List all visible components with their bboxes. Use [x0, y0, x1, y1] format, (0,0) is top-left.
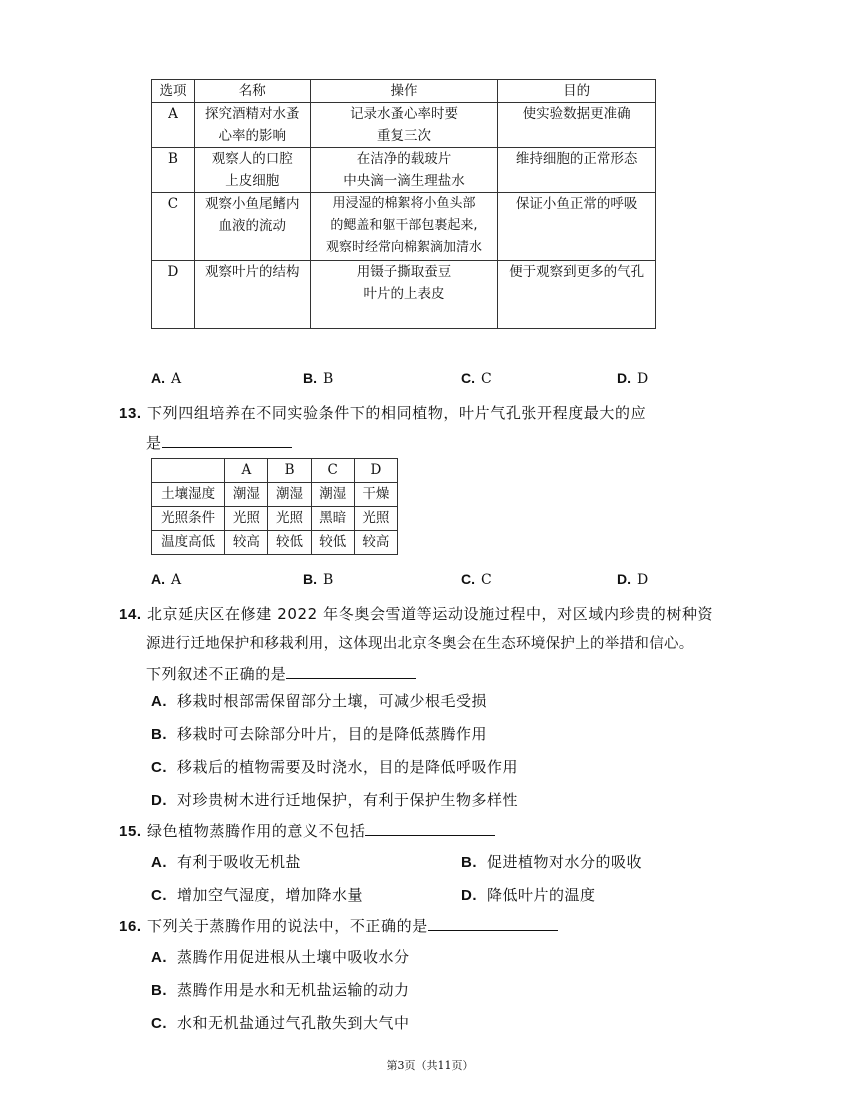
q15-choice-c[interactable] [151, 884, 363, 905]
stem-line: 下列四组培养在不同实验条件下的相同植物，叶片气孔张开程度最大的应 [147, 404, 647, 422]
q16-choice-a[interactable] [151, 946, 410, 967]
answer-blank[interactable] [162, 431, 292, 448]
table-row [152, 103, 656, 148]
stem-line: 源进行迁地保护和移栽利用，这体现出北京冬奥会在生态环境保护上的举措和信心。 [146, 636, 694, 652]
header-cell: 目的 [498, 80, 656, 103]
cell-line: 中央滴一滴生理盐水 [343, 173, 465, 189]
cell-line: 维持细胞的正常形态 [515, 151, 638, 167]
q12-option-c[interactable] [461, 370, 492, 387]
choice-text: 对珍贵树木进行迁地保护，有利于保护生物多样性 [177, 791, 519, 809]
stem-line: 下列叙述不正确的是 [146, 665, 287, 683]
choice-key: D. [151, 792, 167, 809]
table-row [152, 193, 656, 261]
choice-text: 移栽时根部需保留部分土壤，可减少根毛受损 [177, 692, 488, 710]
cell-line: 观察叶片的结构 [205, 264, 300, 280]
q14-choice-d[interactable] [151, 789, 518, 810]
q13-option-d[interactable] [617, 571, 648, 588]
table-cell: 干燥 [354, 483, 397, 507]
goal-cell [498, 148, 656, 193]
q14-choice-c[interactable] [151, 756, 518, 777]
table-cell: 较高 [354, 531, 397, 555]
table-cell: 光照 [354, 507, 397, 531]
option-key: A. [151, 370, 165, 386]
header-cell: D [354, 459, 397, 483]
q13-stem [119, 397, 839, 430]
header-cell: B [268, 459, 311, 483]
choice-key: C. [151, 1015, 167, 1032]
cell-line: 使实验数据更准确 [522, 106, 631, 122]
choice-text: 移栽后的植物需要及时浇水，目的是降低呼吸作用 [177, 758, 519, 776]
cell-line: 在洁净的载玻片 [356, 151, 452, 167]
stem-line: 下列关于蒸腾作用的说法中，不正确的是 [147, 917, 428, 935]
name-cell [194, 261, 310, 329]
conditions-table [151, 458, 398, 555]
question-number: 13. [119, 405, 142, 422]
header-cell: 操作 [310, 80, 498, 103]
table-header-row [152, 80, 656, 103]
option-key: B. [303, 370, 317, 386]
answer-blank[interactable] [428, 914, 558, 931]
table-cell: 较高 [225, 531, 268, 555]
q16-choice-c[interactable] [151, 1012, 410, 1033]
choice-text: 水和无机盐通过气孔散失到大气中 [177, 1014, 410, 1032]
option-key: D. [617, 370, 631, 386]
q15-choice-a[interactable] [151, 851, 301, 872]
table-cell: 较低 [311, 531, 354, 555]
q14-stem [119, 598, 849, 631]
table-cell: 黑暗 [311, 507, 354, 531]
cell-line: 观察人的口腔 [211, 151, 293, 167]
option-key: A. [151, 571, 165, 587]
q14-stem-line2 [146, 628, 856, 660]
cell-line: 记录水蚤心率时要 [349, 106, 458, 122]
option-cell: A [152, 103, 195, 148]
option-value: C [481, 572, 492, 588]
choice-key: C. [151, 887, 167, 904]
q15-stem [119, 815, 495, 848]
table-row [152, 148, 656, 193]
cell-line: 便于观察到更多的气孔 [509, 264, 645, 280]
stem-line: 绿色植物蒸腾作用的意义不包括 [147, 822, 366, 840]
choice-text: 促进植物对水分的吸收 [487, 853, 643, 871]
question-number: 15. [119, 823, 142, 840]
operation-cell [310, 103, 498, 148]
choice-key: B. [151, 726, 167, 743]
header-cell: 名称 [194, 80, 310, 103]
name-cell [194, 193, 310, 261]
header-cell: A [225, 459, 268, 483]
table-header-row [152, 459, 398, 483]
choice-text: 增加空气湿度，增加降水量 [177, 886, 364, 904]
q14-choice-a[interactable] [151, 690, 487, 711]
cell-line: 血液的流动 [218, 218, 287, 234]
q16-choice-b[interactable] [151, 979, 410, 1000]
table-cell: 光照 [268, 507, 311, 531]
choice-key: A. [151, 693, 167, 710]
experiment-table [151, 79, 656, 329]
stem-line: 是 [146, 434, 162, 452]
table-row [152, 483, 398, 507]
q12-option-a[interactable] [151, 370, 181, 387]
table-cell: 光照条件 [152, 507, 225, 531]
answer-blank[interactable] [286, 662, 416, 679]
option-value: B [323, 572, 334, 588]
option-cell: D [152, 261, 195, 329]
choice-text: 降低叶片的温度 [487, 886, 596, 904]
page-footer: 第3页（共11页） [386, 1059, 474, 1072]
table-row [152, 531, 398, 555]
table-cell: 潮湿 [268, 483, 311, 507]
goal-cell [498, 193, 656, 261]
option-value: D [637, 371, 649, 387]
cell-line: 观察小鱼尾鳍内 [205, 196, 300, 212]
header-cell: C [311, 459, 354, 483]
table-cell: 潮湿 [311, 483, 354, 507]
operation-cell [310, 261, 498, 329]
option-key: B. [303, 571, 317, 587]
choice-text: 蒸腾作用促进根从土壤中吸收水分 [177, 948, 410, 966]
answer-blank[interactable] [365, 819, 495, 836]
choice-key: B. [151, 982, 167, 999]
cell-line: 用镊子撕取蚕豆 [356, 264, 452, 280]
cell-line: 上皮细胞 [225, 173, 280, 189]
option-value: D [637, 572, 649, 588]
choice-key: C. [151, 759, 167, 776]
stem-line: 北京延庆区在修建 2022 年冬奥会雪道等运动设施过程中，对区域内珍贵的树种资 [147, 605, 714, 623]
cell-line: 保证小鱼正常的呼吸 [515, 196, 638, 212]
name-cell [194, 103, 310, 148]
q13-option-b[interactable] [303, 571, 333, 588]
cell-line: 用浸湿的棉絮将小鱼头部 [332, 196, 476, 211]
q12-option-b[interactable] [303, 370, 333, 387]
operation-cell [310, 148, 498, 193]
table-cell: 光照 [225, 507, 268, 531]
header-cell: 选项 [152, 80, 195, 103]
choice-text: 移栽时可去除部分叶片，目的是降低蒸腾作用 [177, 725, 488, 743]
q13-option-a[interactable] [151, 571, 181, 588]
goal-cell [498, 261, 656, 329]
q14-choice-b[interactable] [151, 723, 487, 744]
question-number: 14. [119, 606, 142, 623]
q13-stem-line2 [146, 427, 292, 459]
choice-key: D. [461, 887, 477, 904]
option-key: D. [617, 571, 631, 587]
cell-line: 心率的影响 [218, 128, 287, 144]
goal-cell [498, 103, 656, 148]
cell-line: 叶片的上表皮 [363, 286, 445, 302]
cell-line: 的鳃盖和躯干部包裹起来, [330, 218, 478, 233]
option-key: C. [461, 571, 475, 587]
table-cell: 较低 [268, 531, 311, 555]
q15-choice-b[interactable] [461, 851, 642, 872]
cell-line: 探究酒精对水蚤 [205, 106, 300, 122]
q12-option-d[interactable] [617, 370, 648, 387]
table-cell: 温度高低 [152, 531, 225, 555]
option-cell: C [152, 193, 195, 261]
cell-line: 重复三次 [376, 128, 431, 144]
option-value: A [171, 371, 182, 387]
option-value: B [323, 371, 334, 387]
table-row [152, 261, 656, 329]
header-cell [152, 459, 225, 483]
operation-cell [310, 193, 498, 261]
cell-line: 观察时经常向棉絮滴加清水 [325, 240, 482, 255]
choice-key: B. [461, 854, 477, 871]
question-number: 16. [119, 918, 142, 935]
q15-choice-d[interactable] [461, 884, 596, 905]
option-value: A [171, 572, 182, 588]
table-cell: 土壤湿度 [152, 483, 225, 507]
option-key: C. [461, 370, 475, 386]
table-cell: 潮湿 [225, 483, 268, 507]
option-cell: B [152, 148, 195, 193]
q14-stem-line3 [146, 658, 416, 690]
q13-option-c[interactable] [461, 571, 492, 588]
table-row [152, 507, 398, 531]
q16-stem [119, 910, 558, 943]
name-cell [194, 148, 310, 193]
choice-text: 有利于吸收无机盐 [177, 853, 302, 871]
choice-text: 蒸腾作用是水和无机盐运输的动力 [177, 981, 410, 999]
choice-key: A. [151, 949, 167, 966]
option-value: C [481, 371, 492, 387]
choice-key: A. [151, 854, 167, 871]
